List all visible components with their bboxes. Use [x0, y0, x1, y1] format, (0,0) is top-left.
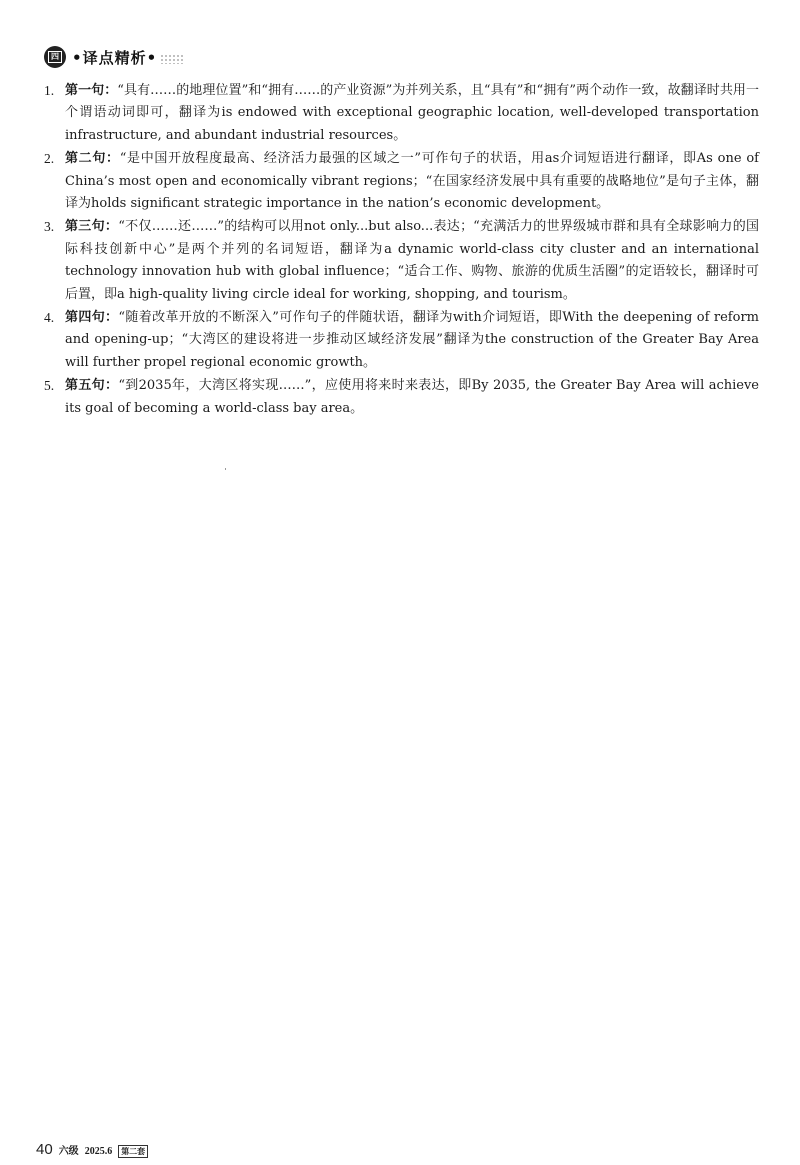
list-item — [44, 148, 759, 215]
item-label: 第三句： — [65, 219, 119, 235]
journal-name: 六级 — [58, 1146, 79, 1157]
dotted-decoration-icon — [160, 54, 184, 64]
item-text: “到2035年，大湾区将实现……”，应使用将来时来表达，即By 2035, the Greater Bay Area will achieve its goal of becoming a world-class bay area。 — [65, 378, 759, 416]
issue-number: 2025.6 — [84, 1146, 113, 1157]
list-item — [44, 216, 759, 306]
section-title: •译点精析• — [72, 48, 158, 67]
item-number: 2. — [44, 151, 55, 167]
item-text: “随着改革开放的不断深入”可作句子的伴随状语，翻译为with介词短语，即With the deepening of reform and opening-up；“大湾区的建设将进一步推动区域经济发展”翻译为the construction of the Greater Bay Area will further propel regional economic growth。 — [65, 310, 759, 370]
edition-badge: 第二套 — [118, 1145, 148, 1158]
item-number: 4. — [44, 310, 55, 326]
list-item — [44, 80, 759, 147]
item-label: 第二句： — [65, 151, 120, 167]
list-item — [44, 307, 759, 374]
item-text: “具有……的地理位置”和“拥有……的产业资源”为并列关系，且“具有”和“拥有”两个动作一致，故翻译时共用一个谓语动词即可，翻译为is endowed with exceptional geographic location, well-developed transportation infrastructure, and abundant industrial resources。 — [65, 83, 759, 143]
item-text: “是中国开放程度最高、经济活力最强的区域之一”可作句子的状语，用as介词短语进行翻译，即As one of China’s most open and economically vibrant regions；“在国家经济发展中具有重要的战略地位”是句子主体，翻译为holds significant strategic importance in the nation’s economic development。 — [65, 151, 759, 212]
item-label: 第四句： — [65, 310, 119, 326]
item-number: 3. — [44, 219, 55, 235]
item-number: 1. — [44, 83, 55, 98]
section-header — [44, 46, 157, 68]
section-number-badge-icon — [44, 46, 66, 68]
page-footer — [36, 1141, 148, 1158]
item-number: 5. — [44, 378, 55, 394]
list-item — [44, 375, 759, 420]
scan-speck — [225, 468, 226, 470]
item-label: 第五句： — [65, 378, 119, 394]
item-label: 第一句： — [65, 83, 118, 98]
section-number-char: 四 — [48, 51, 62, 63]
analysis-list — [44, 80, 759, 421]
item-text: “不仅……还……”的结构可以用not only...but also...表达；“充满活力的世界级城市群和具有全球影响力的国际科技创新中心”是两个并列的名词短语，翻译为a dynamic world-class city cluster and an international technology innovation hub with global influence；“适合工作、购物、旅游的优质生活圈”的定语较长，翻译时可后置，即a high-quality living circle ideal for working, shopping, and tourism。 — [65, 219, 759, 302]
page-number: 40 — [36, 1141, 53, 1158]
